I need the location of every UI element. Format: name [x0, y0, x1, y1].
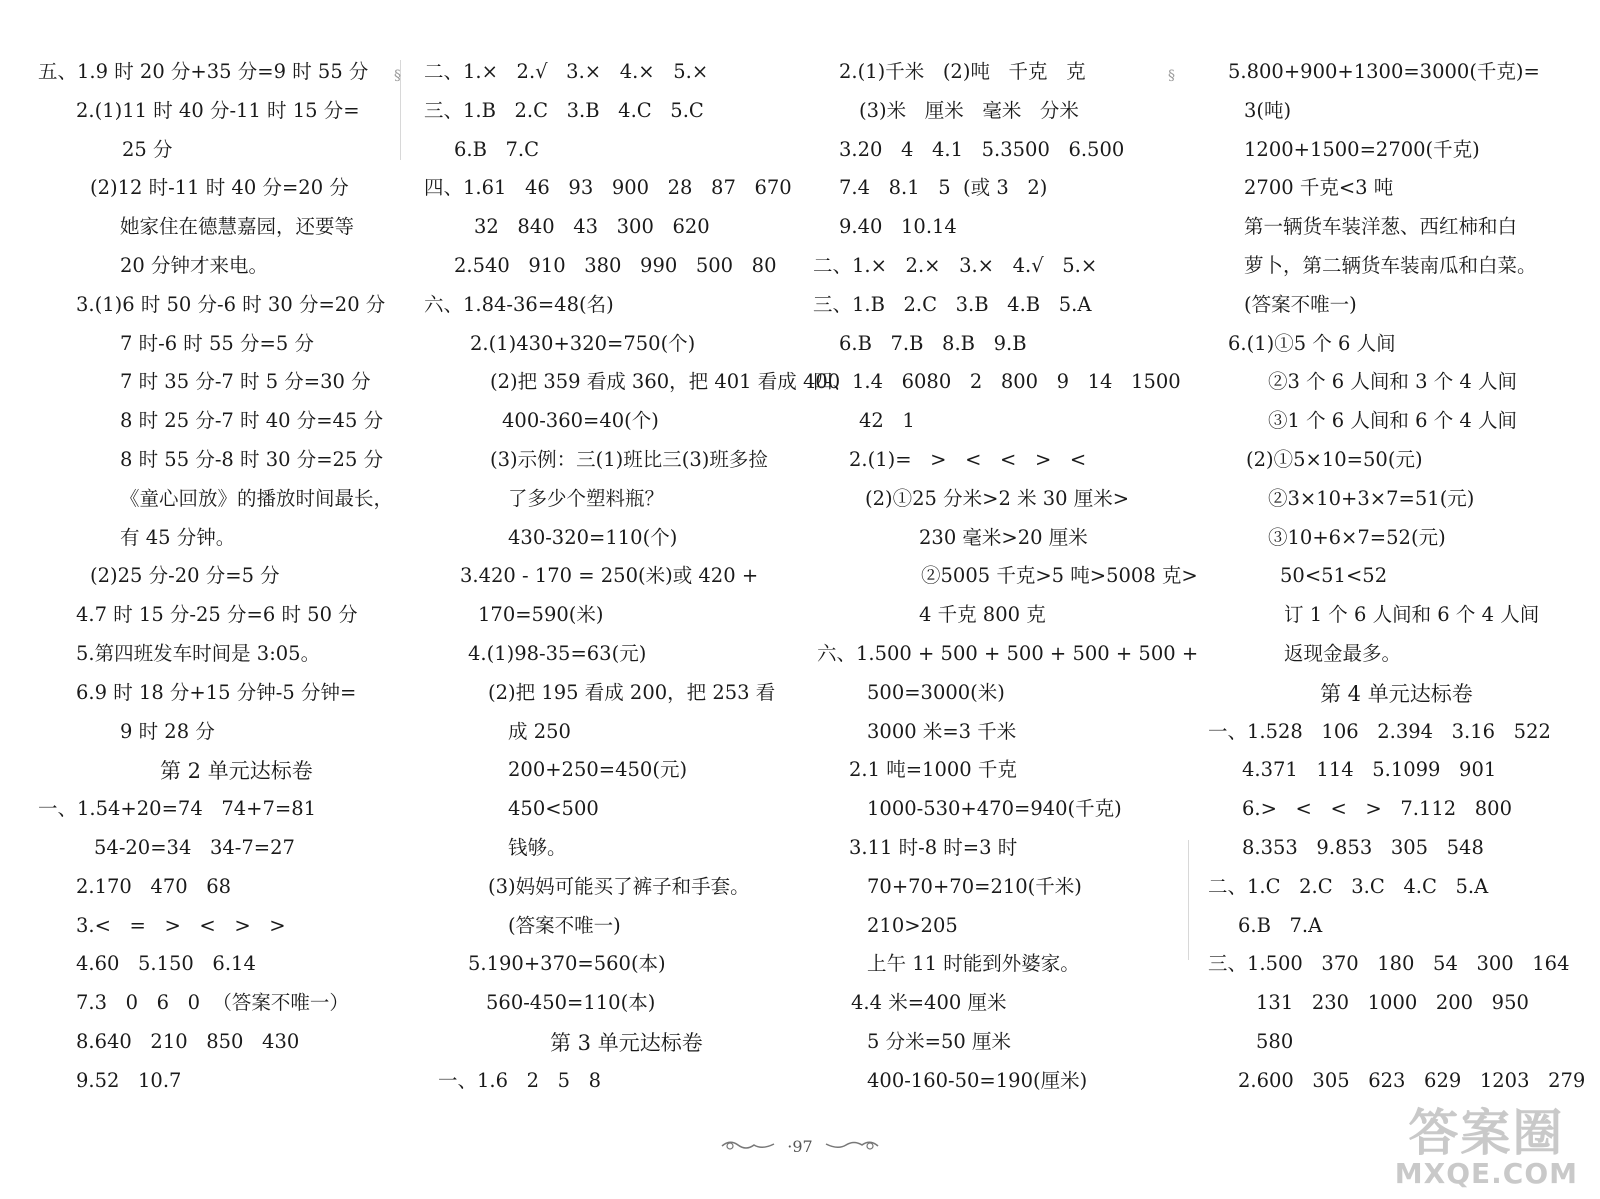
answer-line: (2)25 分-20 分=5 分 [90, 564, 280, 587]
answer-line: 三、1.B 2.C 3.B 4.C 5.C [424, 99, 704, 122]
answer-line: ③1 个 6 人间和 6 个 4 人间 [1268, 409, 1518, 432]
answer-line: 二、1.× 2.× 3.× 4.√ 5.× [813, 254, 1098, 277]
answer-line: 1000-530+470=940(千克) [867, 797, 1122, 820]
answer-line: (2)把 195 看成 200，把 253 看 [488, 681, 776, 704]
answer-line: 成 250 [508, 720, 571, 743]
answer-line: 了多少个塑料瓶？ [508, 487, 665, 510]
answer-line: 2.(1)千米 (2)吨 千克 克 [839, 60, 1086, 83]
answer-line: 4.(1)98-35=63(元) [468, 642, 647, 665]
answer-line: ②3 个 6 人间和 3 个 4 人间 [1268, 370, 1518, 393]
answer-line: 一、1.528 106 2.394 3.16 522 [1208, 720, 1551, 743]
answer-line: (答案不唯一) [1244, 293, 1357, 316]
answer-line: 400-160-50=190(厘米) [867, 1069, 1088, 1092]
answer-line: 6.> < < > 7.112 800 [1242, 797, 1512, 820]
answer-line: 6.B 7.B 8.B 9.B [839, 332, 1027, 355]
answer-line: 4.7 时 15 分-25 分=6 时 50 分 [76, 603, 358, 626]
answer-line: 6.9 时 18 分+15 分钟-5 分钟= [76, 681, 357, 704]
answer-line: 钱够。 [508, 836, 567, 859]
answer-line: 8 时 55 分-8 时 30 分=25 分 [120, 448, 384, 471]
scroll-ornament-icon: § [394, 68, 401, 84]
answer-line: 580 [1256, 1030, 1294, 1053]
answer-line: 8 时 25 分-7 时 40 分=45 分 [120, 409, 384, 432]
cloud-ornament-right-icon [824, 1137, 880, 1156]
answer-line: 200+250=450(元) [508, 758, 688, 781]
answer-line: 有 45 分钟。 [120, 526, 236, 549]
answer-line: 萝卜，第二辆货车装南瓜和白菜。 [1244, 254, 1537, 277]
answer-line: 6.B 7.A [1238, 914, 1323, 937]
answer-line: 6.(1)①5 个 6 人间 [1228, 332, 1396, 355]
watermark-title: 答案圈 [1408, 1104, 1565, 1162]
column-divider [1188, 840, 1189, 960]
cloud-ornament-left-icon [720, 1137, 776, 1156]
answer-line: 7.3 0 6 0 （答案不唯一） [76, 991, 349, 1014]
answer-line: 1200+1500=2700(千克) [1244, 138, 1480, 161]
answer-line: 2.1 吨=1000 千克 [849, 758, 1017, 781]
answer-line: 500=3000(米) [867, 681, 1005, 704]
answer-line: 430-320=110(个) [508, 526, 678, 549]
answer-line: ②5005 千克>5 吨>5008 克> [921, 564, 1198, 587]
answer-line: 5.第四班发车时间是 3:05。 [76, 642, 321, 665]
answer-line: 131 230 1000 200 950 [1256, 991, 1529, 1014]
answer-line: (2)把 359 看成 360，把 401 看成 400 [490, 370, 841, 393]
answer-line: 25 分 [122, 138, 173, 161]
section-title: 第 2 单元达标卷 [160, 759, 313, 783]
answer-line: (3)妈妈可能买了裤子和手套。 [488, 875, 750, 898]
answer-line: 8.640 210 850 430 [76, 1030, 300, 1053]
answer-line: 上午 11 时能到外婆家。 [867, 952, 1080, 975]
answer-line: 70+70+70=210(千米) [867, 875, 1082, 898]
answer-line: 4.4 米=400 厘米 [851, 991, 1007, 1014]
answer-line: 5.190+370=560(本) [468, 952, 666, 975]
answer-line: 3.20 4 4.1 5.3500 6.500 [839, 138, 1125, 161]
answer-line: 3000 米=3 千米 [867, 720, 1017, 743]
answer-line: 2.540 910 380 990 500 80 [454, 254, 777, 277]
answer-line: 订 1 个 6 人间和 6 个 4 人间 [1284, 603, 1540, 626]
answer-line: 560-450=110(本) [486, 991, 656, 1014]
section-title: 第 3 单元达标卷 [550, 1031, 703, 1055]
watermark-url: MXQE.COM [1394, 1157, 1578, 1190]
answer-line: 第一辆货车装洋葱、西红柿和白 [1244, 215, 1518, 238]
answer-line: (2)①25 分米>2 米 30 厘米> [865, 487, 1130, 510]
answer-line: 2.600 305 623 629 1203 279 [1238, 1069, 1586, 1092]
answer-line: 9.40 10.14 [839, 215, 957, 238]
answer-line: ③10+6×7=52(元) [1268, 526, 1446, 549]
answer-line: (2)12 时-11 时 40 分=20 分 [90, 176, 349, 199]
answer-line: 二、1.C 2.C 3.C 4.C 5.A [1208, 875, 1489, 898]
answer-line: 2.170 470 68 [76, 875, 232, 898]
answer-line: 《童心回放》的播放时间最长， [120, 487, 394, 510]
answer-line: 5 分米=50 厘米 [867, 1030, 1011, 1053]
answer-line: 6.B 7.C [454, 138, 540, 161]
answer-line: 四、1.4 6080 2 800 9 14 1500 [813, 370, 1181, 393]
answer-line: 2.(1)11 时 40 分-11 时 15 分= [76, 99, 360, 122]
page-footer [0, 1136, 1600, 1156]
answer-line: 三、1.B 2.C 3.B 4.B 5.A [813, 293, 1092, 316]
answer-line: 3(吨) [1244, 99, 1292, 122]
answer-line: 三、1.500 370 180 54 300 164 [1208, 952, 1570, 975]
answer-line: 四、1.61 46 93 900 28 87 670 [424, 176, 792, 199]
answer-line: 9 时 28 分 [120, 720, 215, 743]
answer-line: 7 时 35 分-7 时 5 分=30 分 [120, 370, 371, 393]
answer-line: 54-20=34 34-7=27 [94, 836, 295, 859]
answer-line: 3.< = > < > > [76, 914, 286, 937]
answer-line: 六、1.84-36=48(名) [424, 293, 614, 316]
answer-line: 4 千克 800 克 [919, 603, 1046, 626]
answer-line: 3.(1)6 时 50 分-6 时 30 分=20 分 [76, 293, 386, 316]
answer-line: 一、1.6 2 5 8 [438, 1069, 602, 1092]
section-title: 第 4 单元达标卷 [1320, 682, 1473, 706]
answer-line: 2.(1)430+320=750(个) [470, 332, 696, 355]
answer-line: 50<51<52 [1280, 564, 1388, 587]
answer-line: 五、1.9 时 20 分+35 分=9 时 55 分 [38, 60, 369, 83]
answer-line: 2700 千克<3 吨 [1244, 176, 1394, 199]
answer-line: 二、1.× 2.√ 3.× 4.× 5.× [424, 60, 709, 83]
answer-line: 42 1 [859, 409, 915, 432]
answer-line: (3)米 厘米 毫米 分米 [859, 99, 1079, 122]
answer-line: ②3×10+3×7=51(元) [1268, 487, 1475, 510]
answer-line: 六、1.500 + 500 + 500 + 500 + 500 + [817, 642, 1199, 665]
answer-line: (3)示例：三(1)班比三(3)班多捡 [490, 448, 768, 471]
answer-line: 210>205 [867, 914, 958, 937]
watermark [1394, 1104, 1578, 1190]
answer-line: 450<500 [508, 797, 599, 820]
answer-line: 20 分钟才来电。 [120, 254, 269, 277]
answer-line: 3.420 - 170 = 250(米)或 420 + [460, 564, 759, 587]
answer-line: 5.800+900+1300=3000(千克)= [1228, 60, 1540, 83]
scroll-ornament-icon: § [1168, 68, 1175, 84]
answer-line: 9.52 10.7 [76, 1069, 182, 1092]
answer-line: 32 840 43 300 620 [474, 215, 710, 238]
answer-line: (答案不唯一) [508, 914, 621, 937]
answer-line: 400-360=40(个) [502, 409, 659, 432]
answer-line: 2.(1)= > < < > < [849, 448, 1087, 471]
answer-line: 返现金最多。 [1284, 642, 1402, 665]
answer-line: 她家住在德慧嘉园，还要等 [120, 215, 355, 238]
answer-line: (2)①5×10=50(元) [1246, 448, 1423, 471]
answer-line: 170=590(米) [478, 603, 604, 626]
answer-line: 8.353 9.853 305 548 [1242, 836, 1484, 859]
answer-line: 230 毫米>20 厘米 [919, 526, 1088, 549]
answer-line: 7.4 8.1 5 (或 3 2) [839, 176, 1048, 199]
page-number: ·97 [787, 1137, 813, 1156]
answer-line: 4.371 114 5.1099 901 [1242, 758, 1497, 781]
answer-line: 4.60 5.150 6.14 [76, 952, 256, 975]
answer-line: 一、1.54+20=74 74+7=81 [38, 797, 317, 820]
answer-line: 3.11 时-8 时=3 时 [849, 836, 1018, 859]
answer-line: 7 时-6 时 55 分=5 分 [120, 332, 314, 355]
